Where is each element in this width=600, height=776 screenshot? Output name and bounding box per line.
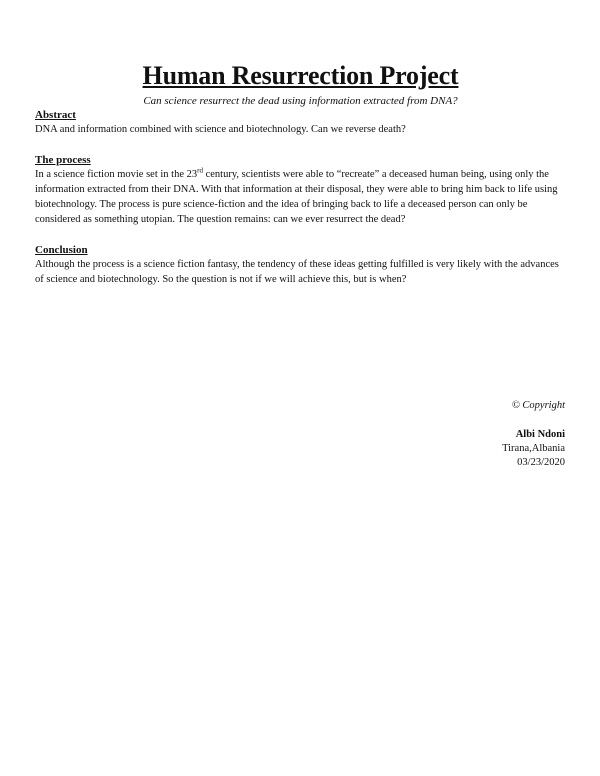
document-subtitle: Can science resurrect the dead using information extracted from DNA? <box>143 95 458 107</box>
conclusion-text: Although the process is a science fiction fantasy, the tendency of these ideas getting fulfilled is very likely with the advances of science and biotechnology. So the question is not if we will achieve this, but is when? <box>35 259 559 285</box>
document-date: 03/23/2020 <box>517 457 565 468</box>
conclusion-section <box>35 243 566 287</box>
author-location: Tirana,Albania <box>502 443 565 454</box>
conclusion-heading: Conclusion <box>35 244 88 256</box>
document-footer <box>502 399 565 470</box>
document-page <box>35 60 566 287</box>
copyright-notice: © Copyright <box>511 400 565 411</box>
abstract-text: DNA and information combined with science and biotechnology. Can we reverse death? <box>35 124 406 135</box>
process-section <box>35 153 566 227</box>
process-text-start: In a science fiction movie set in the 23 <box>35 169 198 180</box>
document-title: Human Resurrection Project <box>142 61 459 90</box>
process-heading: The process <box>35 154 91 166</box>
process-text-rest: century, scientists were able to “recreate” a deceased human being, using only the information extracted from their DNA. With that information at their disposal, they were able to bring him back to life using biotechnology. The process is pure science-fiction and the idea of bringing back to life a deceased person can only be considered as something utopian. The question remains: can we ever resurrect the dead? <box>35 169 558 225</box>
abstract-section <box>35 108 566 137</box>
abstract-heading: Abstract <box>35 109 76 121</box>
process-text <box>35 167 566 227</box>
process-text-superscript: rd <box>197 166 203 175</box>
author-name: Albi Ndoni <box>515 429 565 440</box>
